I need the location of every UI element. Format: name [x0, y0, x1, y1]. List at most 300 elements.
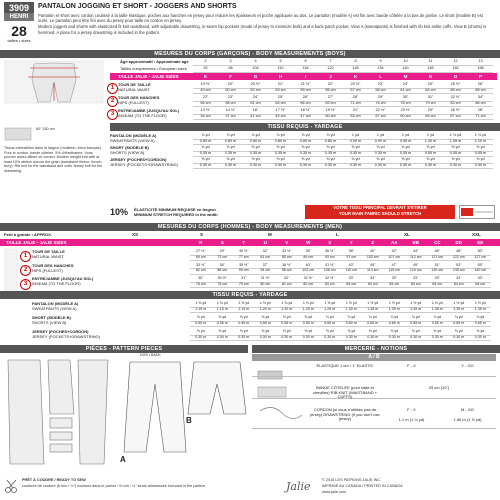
row-label-en: HIPS (FULLEST) — [118, 100, 149, 105]
notion-label: CORDON (si vous n'utilisez pas de jersey) DRAWSTRING (if you don't use jersey) — [310, 407, 380, 422]
value-cell: 1 yd — [343, 133, 368, 140]
row-label-fr: SHORT (MODÈLE B) — [32, 315, 71, 320]
stretch-warning-en: YOUR MAIN FABRIC SHOULD STRETCH — [338, 211, 422, 216]
value-cell: ⅜ yd — [212, 329, 234, 336]
euro-size-cell: 116 — [293, 66, 318, 73]
value-cell: 45" — [362, 263, 384, 270]
stretch-gauge-icon — [459, 205, 495, 219]
value-cell: 84 cm — [362, 282, 384, 289]
value-cell: 1 ½ yd — [427, 301, 449, 308]
value-cell: 32 ½" — [443, 95, 468, 102]
value-cell: 83 cm — [443, 101, 468, 108]
value-cell: 26" — [468, 82, 493, 89]
value-cell: 112 cm — [405, 255, 427, 262]
value-cell: 119 cm — [384, 268, 406, 275]
men-letter-sizes — [110, 232, 495, 238]
pattern-title: PANTALON JOGGING ET SHORT - JOGGERS AND SHORTS — [38, 3, 237, 10]
header — [0, 0, 500, 50]
value-cell: 67 cm — [443, 114, 468, 121]
value-cell: ⅞ yd — [243, 133, 268, 140]
row-label-en: JERSEY (POCKETS+DRAWSTRING) — [32, 334, 100, 339]
value-cell: 44" — [405, 249, 427, 256]
value-cell: 0.80 m — [293, 139, 318, 146]
boys-jalie-sizes-label: TAILLE JALIE • JALIE SIZES — [118, 74, 179, 79]
value-cell: 1 ½ yd — [362, 301, 384, 308]
value-cell: 0.55 m — [298, 321, 320, 328]
printed-in: IMPRIMÉ AU CANADA / PRINTED IN CANADA — [322, 484, 403, 488]
euro-size-cell: 110 — [268, 66, 293, 73]
value-cell: 37 cm — [218, 114, 243, 121]
value-cell: 0.80 m — [193, 139, 218, 146]
value-cell: 1 yd — [393, 133, 418, 140]
value-cell: ⅝ yd — [418, 145, 443, 152]
value-cell: 84 cm — [384, 282, 406, 289]
row-label-fr: JERSEY (POCHES+CORDON) — [32, 329, 89, 334]
value-cell: 49 cm — [193, 88, 218, 95]
value-cell: 56 cm — [318, 88, 343, 95]
value-cell: 34 cm — [193, 114, 218, 121]
jalie-size-cell: S — [220, 240, 224, 245]
scissors-icon — [4, 478, 20, 494]
value-cell: 130 cm — [427, 268, 449, 275]
age-cell: 7 — [318, 59, 343, 66]
value-cell: 94 cm — [255, 268, 277, 275]
value-cell: 23" — [368, 82, 393, 89]
value-cell: 69 cm — [318, 101, 343, 108]
value-cell: ⅝ yd — [212, 315, 234, 322]
value-cell: 33 ½" — [276, 249, 298, 256]
value-cell: ⅜ yd — [190, 329, 212, 336]
age-cell: 6 — [293, 59, 318, 66]
value-cell: ⅜ yd — [276, 329, 298, 336]
stretch-text-fr: ÉLASTICITÉ MINIMUM REQUISE en largeur — [134, 207, 217, 212]
row-label-fr: TOUR DES HANCHES — [32, 262, 74, 268]
value-cell: 0.65 m — [405, 321, 427, 328]
value-cell: ⅜ yd — [470, 329, 492, 336]
value-cell: 44 cm — [268, 114, 293, 121]
value-cell: ⅜ yd — [293, 157, 318, 164]
value-cell: ⅝ yd — [276, 315, 298, 322]
value-cell: 0.60 m — [341, 321, 363, 328]
value-cell: 1 ⅜ yd — [276, 301, 298, 308]
jalie-size-cell: U — [263, 240, 267, 245]
value-cell: 0.30 m — [362, 335, 384, 342]
value-cell: 43" — [341, 263, 363, 270]
value-cell: 1.10 m — [468, 139, 493, 146]
value-cell: ⅜ yd — [393, 157, 418, 164]
value-cell: 1.00 m — [418, 139, 443, 146]
value-cell: 0.35 m — [393, 151, 418, 158]
value-cell: ⅜ yd — [343, 157, 368, 164]
row-label-en: SHORTS (VIEW B) — [110, 150, 145, 155]
value-cell: 117 cm — [427, 255, 449, 262]
value-cell: ⅜ yd — [405, 329, 427, 336]
value-cell: ⅜ yd — [343, 145, 368, 152]
value-cell: 71 cm — [343, 101, 368, 108]
value-cell: 35" — [298, 249, 320, 256]
value-cell: 38" — [341, 249, 363, 256]
value-cell: 1 ⅜ yd — [212, 301, 234, 308]
value-cell: 0.55 m — [212, 321, 234, 328]
value-cell: 23" — [218, 95, 243, 102]
value-cell: 1 ⅛ yd — [468, 133, 493, 140]
letter-size-cell: S — [200, 232, 204, 237]
value-cell: 46" — [427, 249, 449, 256]
value-cell: 23 ½" — [393, 108, 418, 115]
jalie-size-cell: EE — [477, 240, 484, 245]
value-cell: 1.15 m — [233, 307, 255, 314]
value-cell: 0.30 m — [255, 335, 277, 342]
value-cell: 1 yd — [368, 133, 393, 140]
value-cell: 29" — [212, 249, 234, 256]
jalie-size-cell: J — [329, 74, 332, 79]
age-cell: 10 — [393, 59, 418, 66]
euro-size-cell: 92 — [193, 66, 218, 73]
value-cell: 32 ½" — [298, 276, 320, 283]
age-cell: 8 — [343, 59, 368, 66]
value-cell: 28" — [468, 108, 493, 115]
row-label — [32, 315, 188, 325]
row-label-en: HIPS (FULLEST) — [32, 267, 63, 273]
value-cell: 83 cm — [319, 282, 341, 289]
notion-value-b: Y - GG — [461, 363, 474, 368]
value-cell: 102 cm — [298, 268, 320, 275]
value-cell: 0.35 m — [318, 151, 343, 158]
description-en: Modern joggers and shorts with elasticized fit knit waistband, with adjustable drawstring, in-seam hip pockets (made of jersey to minimize bulk) and a back patch pocket. View A (sweatpants) is finished with rib knit ankle cuffs. View B (shorts) is hemmed. A place for a jersey drawstring is included in the pattern. — [38, 24, 487, 35]
jalie-size-cell: Z — [371, 240, 375, 245]
jalie-size-cell: F — [229, 74, 232, 79]
value-cell: 71 cm — [468, 114, 493, 121]
boys-measurements-band: MESURES DU CORPS (GARÇONS) - BODY MEASUREMENTS (BOYS) — [0, 50, 500, 58]
value-cell: 64 cm — [418, 88, 443, 95]
value-cell: 0.30 m — [190, 335, 212, 342]
value-cell: 30 ½" — [233, 249, 255, 256]
value-cell: ⅜ yd — [418, 157, 443, 164]
value-cell: 48" — [448, 249, 470, 256]
value-cell: 135 cm — [448, 268, 470, 275]
value-cell: 80 cm — [255, 282, 277, 289]
value-cell: ¾ yd — [319, 315, 341, 322]
euro-label: Tailles européennes • European sizes — [120, 66, 187, 71]
notions-col-header: A / B — [252, 354, 496, 361]
value-cell: 0.90 m — [368, 139, 393, 146]
row-label — [32, 263, 188, 273]
value-cell: 66 cm — [293, 101, 318, 108]
value-cell: 0.35 m — [193, 151, 218, 158]
age-cell: 2 — [193, 59, 218, 66]
row-label — [32, 301, 188, 311]
value-cell: 0.65 m — [427, 321, 449, 328]
value-row — [190, 255, 491, 262]
jalie-size-cell: L — [379, 74, 382, 79]
pattern-description — [38, 13, 493, 35]
value-cell: 124 cm — [405, 268, 427, 275]
value-cell: 0.80 m — [218, 139, 243, 146]
jalie-size-cell: M — [403, 74, 408, 79]
value-cell: ⅞ yd — [268, 133, 293, 140]
value-cell: 1.35 m — [405, 307, 427, 314]
value-cell: ¾ yd — [341, 315, 363, 322]
value-cell: 22" — [318, 82, 343, 89]
value-cell: 22" — [193, 95, 218, 102]
value-cell: 17 ½" — [268, 108, 293, 115]
value-cell: 0.65 m — [384, 321, 406, 328]
value-cell: 77 cm — [233, 255, 255, 262]
value-cell: ⅞ yd — [218, 133, 243, 140]
value-cell: ⅜ yd — [448, 329, 470, 336]
value-cell: 18 ½" — [293, 108, 318, 115]
value-cell: 0.55 m — [443, 151, 468, 158]
notion-row-drawstring — [252, 406, 496, 429]
row-label — [110, 133, 191, 143]
jalie-size-cell: AA — [391, 240, 398, 245]
value-cell: 33" — [470, 276, 492, 283]
value-cell: 50 cm — [318, 114, 343, 121]
value-cell: 81 cm — [276, 282, 298, 289]
value-cell: 0.95 m — [393, 139, 418, 146]
boys-body-figure-icon — [4, 60, 104, 104]
value-row — [193, 114, 493, 121]
jalie-size-cell: W — [306, 240, 311, 245]
value-cell: 21 ½" — [293, 82, 318, 89]
value-cell: 90 cm — [233, 268, 255, 275]
row-label-fr: TOUR DE TAILLE — [118, 82, 151, 87]
value-cell: 1 ⅜ yd — [233, 301, 255, 308]
boys-yardage-band: TISSU REQUIS - YARDAGE — [110, 123, 500, 131]
row-label — [32, 329, 188, 339]
value-cell: 0.30 m — [427, 335, 449, 342]
value-cell: 76 cm — [393, 101, 418, 108]
value-cell: ⅜ yd — [427, 329, 449, 336]
value-cell: 107 cm — [384, 255, 406, 262]
row-label-en: INSEAM (TO THE FLOOR) — [32, 281, 81, 286]
value-row — [193, 163, 493, 170]
jalie-size-cell: R — [199, 240, 203, 245]
value-cell: 26" — [293, 95, 318, 102]
value-cell: 66 cm — [468, 88, 493, 95]
value-cell: 57 cm — [343, 88, 368, 95]
value-cell: 84 cm — [448, 282, 470, 289]
row-label-fr: JERSEY (POCHES+CORDON) — [110, 157, 167, 162]
letter-size-cell: M — [268, 232, 272, 237]
jalie-size-cell: K — [353, 74, 358, 79]
value-cell: 0.30 m — [470, 335, 492, 342]
value-cell: 0.30 m — [443, 163, 468, 170]
notion-row-rib — [252, 384, 496, 399]
value-cell: 1.35 m — [470, 307, 492, 314]
value-cell: 25 ½" — [443, 82, 468, 89]
value-cell: 78 cm — [212, 282, 234, 289]
value-cell: 127 cm — [470, 255, 492, 262]
value-cell: 0.30 m — [368, 163, 393, 170]
euro-size-cell: 140 — [393, 66, 418, 73]
value-cell: 0.30 m — [193, 163, 218, 170]
value-cell: ⅜ yd — [293, 145, 318, 152]
value-cell: ⅜ yd — [193, 157, 218, 164]
value-cell: 53" — [448, 263, 470, 270]
notion-value-b: M - GG — [460, 407, 475, 412]
value-cell: 0.30 m — [418, 163, 443, 170]
stretch-text — [134, 207, 264, 217]
value-cell: 1.25 m — [298, 307, 320, 314]
jalie-size-cell: Y — [349, 240, 353, 245]
value-cell: 41 cm — [243, 114, 268, 121]
value-cell: 1 ⅛ yd — [443, 133, 468, 140]
value-cell: 98 cm — [276, 268, 298, 275]
value-cell: 30" — [393, 95, 418, 102]
value-cell: 0.35 m — [368, 151, 393, 158]
value-cell: 64 cm — [418, 114, 443, 121]
value-cell: ⅜ yd — [468, 157, 493, 164]
jalie-size-cell: E — [203, 74, 207, 79]
value-cell: 1 ½ yd — [384, 301, 406, 308]
value-cell: 20 ½" — [243, 82, 268, 89]
value-cell: 21" — [268, 82, 293, 89]
value-cell: ⅜ yd — [218, 145, 243, 152]
value-cell: 0.30 m — [276, 335, 298, 342]
row-label-fr: SHORT (MODÈLE B) — [110, 145, 149, 150]
value-cell: 1 ⅜ yd — [190, 301, 212, 308]
jalie-size-cell: T — [242, 240, 246, 245]
value-row — [190, 268, 491, 275]
value-cell: 0.55 m — [468, 151, 493, 158]
row-label — [118, 95, 191, 105]
value-cell: 25" — [418, 82, 443, 89]
value-cell: 84 cm — [470, 282, 492, 289]
value-cell: 29" — [368, 95, 393, 102]
value-cell: 50 cm — [218, 88, 243, 95]
value-cell: 76 cm — [190, 282, 212, 289]
value-cell: 0.35 m — [293, 151, 318, 158]
value-cell: 55 cm — [293, 88, 318, 95]
view-b-label: B — [186, 416, 192, 425]
row-label — [32, 249, 188, 259]
value-cell: 38 ½" — [276, 263, 298, 270]
value-cell: 1.35 m — [362, 307, 384, 314]
euro-size-cell: 122 — [318, 66, 343, 73]
row-label-fr: PANTALON (MODÈLE A) — [32, 301, 79, 306]
value-cell: 34" — [212, 263, 234, 270]
row-label — [118, 82, 191, 92]
boys-euro-row — [193, 66, 493, 73]
value-cell: 58 cm — [218, 101, 243, 108]
boys-age-row — [193, 59, 493, 66]
value-row — [190, 307, 491, 314]
value-cell: 1 ⅜ yd — [255, 301, 277, 308]
value-cell: 140 cm — [470, 268, 492, 275]
value-cell: ⅜ yd — [268, 145, 293, 152]
men-body-figure-icon — [4, 248, 18, 296]
value-cell: 26 ½" — [443, 108, 468, 115]
euro-size-cell: 158 — [468, 66, 493, 73]
notion-value-b2: 1.50 m (1 ⅝ yd) — [453, 417, 482, 422]
jalie-size-cell: CC — [434, 240, 441, 245]
value-cell: 33" — [362, 276, 384, 283]
value-cell: ⅝ yd — [190, 315, 212, 322]
jalie-size-cell: DD — [455, 240, 462, 245]
value-cell: 0.30 m — [268, 163, 293, 170]
value-cell: 57 cm — [368, 114, 393, 121]
row-label — [32, 276, 188, 286]
value-cell: 1 ½ yd — [448, 301, 470, 308]
letter-size-cell: XL — [404, 232, 410, 237]
value-cell: ⅜ yd — [384, 329, 406, 336]
value-row — [190, 321, 491, 328]
value-cell: 31" — [233, 276, 255, 283]
value-cell: ⅜ yd — [255, 329, 277, 336]
value-cell: 33" — [427, 276, 449, 283]
value-cell: 106 cm — [319, 268, 341, 275]
value-cell: 65 cm — [443, 88, 468, 95]
pattern-code: 3909 — [4, 2, 34, 14]
ready-to-sew: PRÊT À COUDRE / READY TO SEW — [22, 478, 86, 482]
value-cell: ⅜ yd — [319, 329, 341, 336]
value-cell: 0.55 m — [190, 321, 212, 328]
value-cell: 22 ½" — [368, 108, 393, 115]
value-cell: 74 cm — [368, 101, 393, 108]
value-cell: ⅜ yd — [318, 145, 343, 152]
row-label-en: SWEATPANTS (VIEW A) — [110, 138, 155, 143]
value-cell: 21" — [343, 108, 368, 115]
value-cell: 40" — [298, 263, 320, 270]
value-cell: 89 cm — [298, 255, 320, 262]
notion-row-elastic — [252, 362, 496, 377]
euro-size-cell: 128 — [343, 66, 368, 73]
value-cell: 1.35 m — [384, 307, 406, 314]
value-cell: 0.30 m — [341, 335, 363, 342]
value-cell: 0.30 m — [384, 335, 406, 342]
jalie-size-cell: O — [453, 74, 458, 79]
value-cell: 0.30 m — [448, 335, 470, 342]
value-cell: ⅜ yd — [193, 145, 218, 152]
value-cell: 42" — [384, 249, 406, 256]
notion-label: ÉLASTIQUE 1 cm / 1" ELASTIC — [316, 363, 374, 368]
value-cell: 1.35 m — [427, 307, 449, 314]
value-cell: ⅜ yd — [268, 157, 293, 164]
value-cell: 19 ½" — [193, 82, 218, 89]
value-cell: ⅜ yd — [368, 145, 393, 152]
stretch-percent: 10% — [110, 207, 129, 217]
jalie-size-cell: N — [428, 74, 433, 79]
value-cell: 114 cm — [362, 268, 384, 275]
value-cell: ⅞ yd — [318, 133, 343, 140]
value-cell: 30" — [190, 276, 212, 283]
value-cell: 0.80 m — [318, 139, 343, 146]
sizes-count: 28 — [11, 23, 27, 39]
value-cell: 0.80 m — [243, 139, 268, 146]
value-cell: 55" — [470, 263, 492, 270]
letter-size-cell: L — [336, 232, 339, 237]
value-cell: 81 cm — [255, 255, 277, 262]
value-cell: 84 cm — [427, 282, 449, 289]
value-cell: ⅜ yd — [243, 157, 268, 164]
pieces-band: PIÈCES - PATTERN PIECES — [0, 345, 248, 353]
value-cell: 86 cm — [468, 101, 493, 108]
value-cell: 27 ½" — [190, 249, 212, 256]
measure-2-icon: 2 — [107, 96, 118, 107]
jalie-size-cell: X — [328, 240, 332, 245]
value-cell: 0.30 m — [319, 335, 341, 342]
value-cell: 0.35 m — [218, 151, 243, 158]
value-cell: 1.15 m — [212, 307, 234, 314]
row-label — [110, 157, 191, 167]
website: www.jalie.com — [322, 490, 347, 494]
row-label-en: SWEATPANTS (VIEW A) — [32, 306, 77, 311]
value-cell: 1 ½ yd — [405, 301, 427, 308]
value-cell: 20" — [218, 82, 243, 89]
men-size-label: Petit à grande • APPROX. — [4, 232, 52, 237]
value-cell: 1.30 m — [341, 307, 363, 314]
